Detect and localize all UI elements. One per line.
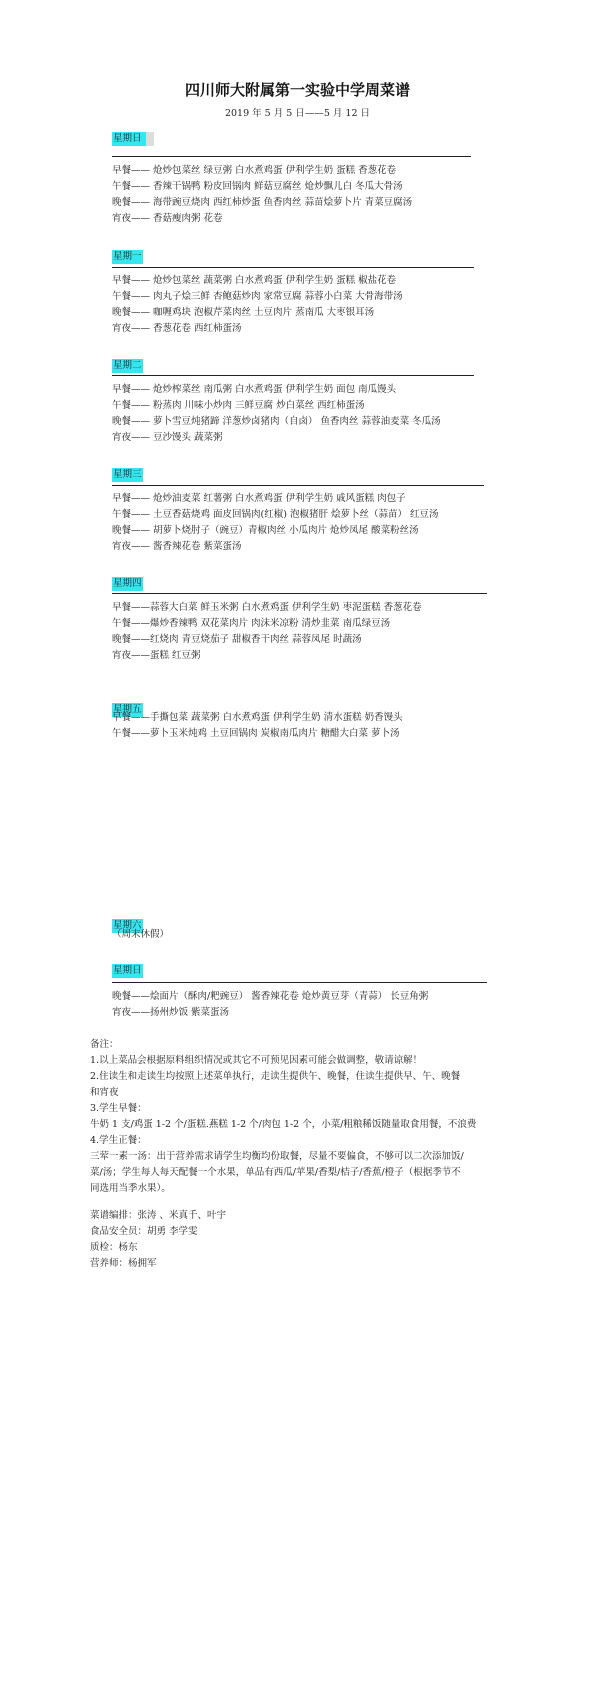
- meal-lunch: 午餐——爆炒香辣鸭 双花菜肉片 肉沫米凉粉 清炒韭菜 南瓜绿豆汤: [112, 618, 391, 629]
- note-line: 2.住读生和走读生均按照上述菜单执行，走读生提供午、晚餐，住读生提供早、午、晚餐: [90, 1071, 461, 1082]
- meal-list-sunday: [112, 163, 412, 227]
- meal-list-friday: [112, 710, 403, 742]
- day-label: 星期三: [113, 469, 142, 480]
- meal-list-saturday: [112, 927, 169, 943]
- day-label: 星期日: [113, 965, 142, 976]
- notes-section: [90, 1037, 520, 1197]
- day-heading-sunday-2: [112, 958, 143, 978]
- day-label: 星期一: [113, 251, 142, 262]
- note-line: 3.学生早餐：: [90, 1103, 147, 1114]
- meal-breakfast: 早餐—— 炝炒包菜丝 蔬菜粥 白水煮鸡蛋 伊利学生奶 蛋糕 椒盐花卷: [112, 275, 397, 286]
- meal-lunch: 午餐—— 香辣干锅鸭 粉皮回锅肉 鲜菇豆腐丝 炝炒飘儿白 冬瓜大骨汤: [112, 181, 403, 192]
- section-divider: [112, 485, 484, 486]
- meal-night-snack: 宵夜—— 酱香辣花卷 紫菜蛋汤: [112, 541, 242, 552]
- day-label: 星期四: [113, 578, 142, 589]
- section-divider: [112, 267, 474, 268]
- meal-night-snack: 宵夜——蛋糕 红豆粥: [112, 650, 201, 661]
- meal-dinner: 晚餐—— 萝卜雪豆炖猪蹄 洋葱炒卤猪肉（自卤） 鱼香肉丝 蒜蓉油麦菜 冬瓜汤: [112, 416, 441, 427]
- day-heading-tuesday: [112, 353, 143, 373]
- note-line: 同选用当季水果）。: [90, 1183, 171, 1194]
- note-line: 4.学生正餐：: [90, 1135, 147, 1146]
- staff-line: 食品安全员：胡勇 李学雯: [90, 1226, 198, 1237]
- meal-lunch: 午餐—— 肉丸子烩三鲜 杏鲍菇炒肉 家常豆腐 蒜蓉小白菜 大骨海带汤: [112, 291, 403, 302]
- meal-dinner: 晚餐—— 胡萝卜烧肘子（豌豆）青椒肉丝 小瓜肉片 炝炒凤尾 酸菜粉丝汤: [112, 525, 419, 536]
- day-heading-thursday: [112, 571, 143, 591]
- meal-dinner: 晚餐——红烧肉 青豆烧茄子 甜椒香干肉丝 蒜蓉凤尾 时蔬汤: [112, 634, 362, 645]
- section-divider: [112, 156, 471, 157]
- meal-list-wednesday: [112, 491, 439, 555]
- note-line: 1.以上菜品会根据原料组织情况或其它不可预见因素可能会做调整，敬请谅解！: [90, 1055, 423, 1066]
- day-heading-wednesday: [112, 462, 143, 482]
- day-label: 星期五: [113, 704, 142, 715]
- meal-night-snack: 宵夜—— 豆沙馒头 蔬菜粥: [112, 432, 223, 443]
- staff-line: 质检：杨东: [90, 1242, 138, 1253]
- staff-section: [90, 1208, 226, 1272]
- meal-lunch: 午餐—— 粉蒸肉 川味小炒肉 三鲜豆腐 炒白菜丝 西红柿蛋汤: [112, 400, 365, 411]
- day-label: 星期二: [113, 360, 142, 371]
- note-line: 三荤一素一汤：出于营养需求请学生均衡均份取餐，尽量不要偏食，不够可以二次添加饭/: [90, 1151, 464, 1162]
- day-label: 星期六: [113, 920, 142, 931]
- meal-night-snack: 宵夜—— 香葱花卷 西红柿蛋汤: [112, 323, 242, 334]
- day-label: 星期日: [112, 132, 154, 146]
- meal-breakfast: 早餐—— 炝炒包菜丝 绿豆粥 白水煮鸡蛋 伊利学生奶 蛋糕 香葱花卷: [112, 165, 397, 176]
- weekend-notice: （周末休假）: [112, 929, 170, 940]
- staff-line: 菜谱编排：张涛 、米真千、叶宇: [90, 1210, 227, 1221]
- day-heading-monday: [112, 244, 143, 264]
- meal-dinner: 晚餐—— 咖喱鸡块 泡椒芹菜肉丝 土豆肉片 蒸南瓜 大枣银耳汤: [112, 307, 375, 318]
- meal-dinner: 晚餐——烩面片（酥肉/粑豌豆） 酱香辣花卷 炝炒黄豆芽（青蒜） 长豆角粥: [112, 991, 429, 1002]
- meal-list-monday: [112, 273, 403, 337]
- section-divider: [112, 593, 487, 594]
- meal-dinner: 晚餐—— 海带豌豆烧肉 西红柿炒蛋 鱼香肉丝 蒜苗烩萝卜片 青菜豆腐汤: [112, 197, 413, 208]
- note-line: 和宵夜: [90, 1087, 119, 1098]
- date-range: 2019 年 5 月 5 日——5 月 12 日: [224, 108, 371, 119]
- meal-lunch: 午餐——萝卜玉米炖鸡 土豆回锅肉 炭椒南瓜肉片 糖醋大白菜 萝卜汤: [112, 728, 400, 739]
- section-divider: [112, 375, 474, 376]
- section-divider: [112, 982, 487, 983]
- notes-heading: 备注：: [90, 1039, 119, 1050]
- note-line: 菜/汤；学生每人每天配餐一个水果，单品有西瓜/苹果/香梨/桔子/香蕉/橙子（根据季节不: [90, 1167, 461, 1178]
- meal-breakfast: 早餐——手撕包菜 蔬菜粥 白水煮鸡蛋 伊利学生奶 清水蛋糕 奶香馒头: [112, 712, 403, 723]
- meal-night-snack: 宵夜——扬州炒饭 紫菜蛋汤: [112, 1007, 230, 1018]
- note-line: 牛奶 1 支/鸡蛋 1-2 个/蛋糕.燕糕 1-2 个/肉包 1-2 个，小菜/粗粮稀饭随量取食用餐，不浪费: [90, 1119, 477, 1130]
- meal-list-sunday-2: [112, 989, 428, 1021]
- meal-lunch: 午餐—— 土豆香菇烧鸡 面皮回锅肉(红椒) 泡椒猪肝 烩萝卜丝（蒜苗） 红豆汤: [112, 509, 439, 520]
- meal-breakfast: 早餐——蒜蓉大白菜 鲜玉米粥 白水煮鸡蛋 伊利学生奶 枣泥蛋糕 香葱花卷: [112, 602, 422, 613]
- day-heading-sunday: [112, 126, 154, 146]
- meal-list-tuesday: [112, 382, 441, 446]
- meal-breakfast: 早餐—— 炝炒榨菜丝 南瓜粥 白水煮鸡蛋 伊利学生奶 面包 南瓜馒头: [112, 384, 397, 395]
- meal-night-snack: 宵夜—— 香菇瘦肉粥 花卷: [112, 213, 223, 224]
- page-title: 四川师大附属第一实验中学周菜谱: [184, 81, 410, 99]
- meal-breakfast: 早餐—— 炝炒油麦菜 红薯粥 白水煮鸡蛋 伊利学生奶 戚风蛋糕 肉包子: [112, 493, 406, 504]
- meal-list-thursday: [112, 600, 422, 664]
- staff-line: 营养师：杨拥军: [90, 1258, 157, 1269]
